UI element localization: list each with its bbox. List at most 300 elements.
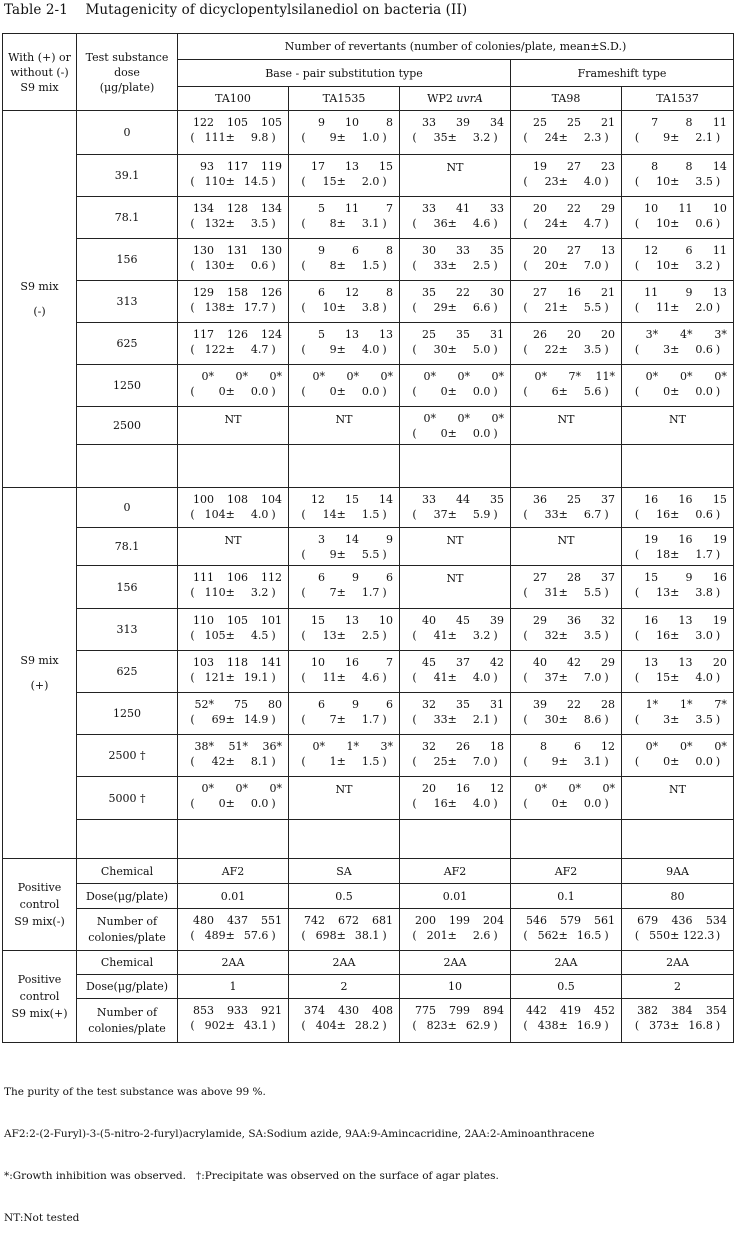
table-row bbox=[3, 407, 734, 445]
sd-value: 14.5 bbox=[243, 175, 269, 188]
plate-count: 16 bbox=[567, 286, 581, 299]
plate-count: 354 bbox=[705, 1004, 727, 1017]
plate-count: 15 bbox=[379, 160, 393, 173]
result-cell bbox=[289, 111, 400, 155]
result-cell bbox=[511, 407, 622, 445]
chemical-name: 2AA bbox=[289, 951, 400, 975]
mean-value: 110 bbox=[204, 175, 226, 188]
plate-count: 30 bbox=[490, 286, 504, 299]
result-cell bbox=[622, 197, 734, 239]
plate-count: 10 bbox=[379, 614, 393, 627]
plate-counts bbox=[178, 651, 288, 669]
sd-value: 3.5 bbox=[583, 343, 602, 356]
sd-value: 3.5 bbox=[695, 713, 713, 726]
result-cell bbox=[400, 777, 511, 820]
mean-sd: ( 30 ± 8.6 ) bbox=[523, 713, 609, 726]
plate-count: 1* bbox=[346, 740, 359, 753]
sd-value: 7.0 bbox=[583, 671, 602, 684]
mean-sd: ( 823 ± 62.9 ) bbox=[412, 1019, 498, 1032]
table-row bbox=[3, 693, 734, 735]
result-cell bbox=[400, 488, 511, 528]
sd-value: 2.1 bbox=[695, 131, 713, 144]
mean-value: 489 bbox=[204, 929, 226, 942]
mean-value: 9 bbox=[329, 131, 337, 144]
plate-count: 33 bbox=[490, 202, 504, 215]
plate-count: 681 bbox=[372, 914, 393, 927]
table-row bbox=[3, 820, 734, 859]
table-row bbox=[3, 651, 734, 693]
plate-count: 21 bbox=[601, 286, 615, 299]
mean-value: 13 bbox=[322, 629, 337, 642]
mean-value: 1 bbox=[329, 755, 337, 768]
mean-value: 0 bbox=[440, 427, 448, 440]
mean-sd: ( 22 ± 3.5 ) bbox=[523, 343, 609, 356]
plate-count: 7* bbox=[568, 370, 581, 383]
plate-count: 36 bbox=[567, 614, 581, 627]
mean-value: 0 bbox=[218, 385, 226, 398]
mean-value: 23 bbox=[544, 175, 559, 188]
result-cell bbox=[178, 445, 289, 488]
plate-count: 130 bbox=[261, 244, 282, 257]
plate-count: 16 bbox=[712, 571, 727, 584]
plate-counts bbox=[178, 197, 288, 215]
plate-count: 8 bbox=[540, 740, 547, 753]
plate-counts bbox=[511, 281, 621, 299]
positive-control-label-line: S9 mix(-) bbox=[14, 915, 65, 928]
mean-sd: ( 9 ± 1.0 ) bbox=[301, 131, 387, 144]
plate-count: 105 bbox=[227, 614, 248, 627]
plate-counts bbox=[622, 197, 733, 215]
result-cell bbox=[622, 239, 734, 281]
sd-value: 4.5 bbox=[250, 629, 269, 642]
plate-count: 20 bbox=[712, 656, 727, 669]
plate-count: 80 bbox=[268, 698, 282, 711]
plate-count: 35 bbox=[456, 328, 470, 341]
plate-count: 40 bbox=[422, 614, 436, 627]
sd-value: 43.1 bbox=[243, 1019, 269, 1032]
not-tested-label: NT bbox=[446, 572, 464, 585]
plate-counts bbox=[289, 365, 399, 383]
plate-counts bbox=[289, 651, 399, 669]
chemical-label: Chemical bbox=[77, 951, 178, 975]
plate-count: 105 bbox=[227, 116, 248, 129]
mean-value: 7 bbox=[329, 586, 337, 599]
result-cell bbox=[289, 999, 400, 1043]
plate-count: 933 bbox=[227, 1004, 248, 1017]
plate-count: 16 bbox=[644, 614, 659, 627]
mean-sd: ( 0 ± 0.0 ) bbox=[301, 385, 387, 398]
sd-value: 2.5 bbox=[361, 629, 380, 642]
plate-count: 27 bbox=[533, 286, 547, 299]
plate-count: 124 bbox=[261, 328, 282, 341]
footnotes bbox=[4, 1057, 594, 1239]
mean-sd: ( 24 ± 2.3 ) bbox=[523, 131, 609, 144]
plate-counts bbox=[400, 111, 510, 129]
number-label bbox=[77, 999, 178, 1043]
plate-count: 7* bbox=[714, 698, 727, 711]
sd-value: 3.8 bbox=[695, 586, 713, 599]
result-cell bbox=[178, 735, 289, 777]
plate-count: 26 bbox=[533, 328, 547, 341]
plate-count: 75 bbox=[234, 698, 248, 711]
plate-count: 9 bbox=[685, 571, 693, 584]
plate-count: 6 bbox=[318, 571, 325, 584]
positive-dose: 0.5 bbox=[289, 884, 400, 909]
result-cell bbox=[400, 693, 511, 735]
plate-count: 16 bbox=[678, 493, 693, 506]
result-cell bbox=[511, 820, 622, 859]
plate-count: 9 bbox=[318, 116, 325, 129]
plate-counts bbox=[622, 488, 733, 506]
plate-counts bbox=[178, 488, 288, 506]
table-row bbox=[3, 566, 734, 609]
plate-counts bbox=[289, 197, 399, 215]
mean-sd: ( 13 ± 2.5 ) bbox=[301, 629, 387, 642]
number-label-line: colonies/plate bbox=[88, 1021, 166, 1035]
result-cell bbox=[622, 609, 734, 651]
result-cell bbox=[289, 651, 400, 693]
mean-value: 30 bbox=[544, 713, 559, 726]
positive-number-row bbox=[3, 909, 734, 951]
plate-count: 436 bbox=[671, 914, 693, 927]
plate-count: 35 bbox=[422, 286, 436, 299]
result-cell bbox=[178, 528, 289, 566]
plate-count: 10 bbox=[311, 656, 325, 669]
plate-count: 546 bbox=[526, 914, 547, 927]
sd-value: 1.5 bbox=[361, 755, 380, 768]
plate-count: 742 bbox=[304, 914, 325, 927]
sd-value: 0.6 bbox=[250, 259, 269, 272]
result-cell bbox=[400, 407, 511, 445]
plate-counts bbox=[622, 239, 733, 257]
not-tested-label: NT bbox=[224, 413, 242, 426]
chemical-name: 2AA bbox=[622, 951, 734, 975]
sd-value: 5.0 bbox=[472, 343, 491, 356]
header-frameshift: Frameshift type bbox=[511, 60, 734, 87]
mean-value: 110 bbox=[204, 586, 226, 599]
dose-cell: 78.1 bbox=[77, 197, 178, 239]
plate-counts bbox=[400, 999, 510, 1017]
plate-count: 0* bbox=[680, 740, 693, 753]
sd-value: 2.0 bbox=[361, 175, 380, 188]
not-tested-label: NT bbox=[557, 534, 575, 547]
plate-count: 6 bbox=[352, 244, 359, 257]
dose-cell: 2500 bbox=[77, 407, 178, 445]
mean-sd: ( 902 ± 43.1 ) bbox=[190, 1019, 276, 1032]
mean-sd: ( 0 ± 0.0 ) bbox=[634, 385, 721, 398]
mean-sd: ( 69 ± 14.9 ) bbox=[190, 713, 276, 726]
mean-sd: ( 33 ± 2.5 ) bbox=[412, 259, 498, 272]
table-row bbox=[3, 239, 734, 281]
mean-sd: ( 130 ± 0.6 ) bbox=[190, 259, 276, 272]
plate-counts bbox=[178, 239, 288, 257]
plate-counts bbox=[622, 566, 733, 584]
plate-count: 11 bbox=[712, 244, 727, 257]
plate-counts bbox=[400, 609, 510, 627]
sd-value: 3.2 bbox=[472, 629, 491, 642]
result-cell bbox=[511, 909, 622, 951]
chemical-name: 2AA bbox=[178, 951, 289, 975]
plate-count: 36 bbox=[533, 493, 547, 506]
table-row bbox=[3, 735, 734, 777]
sd-value: 1.5 bbox=[361, 508, 380, 521]
mean-sd: ( 10 ± 3.2 ) bbox=[634, 259, 721, 272]
plate-count: 4* bbox=[680, 328, 693, 341]
number-label bbox=[77, 909, 178, 951]
plate-counts bbox=[289, 735, 399, 753]
plate-count: 33 bbox=[422, 116, 436, 129]
sd-value: 57.6 bbox=[243, 929, 269, 942]
mean-value: 16 bbox=[433, 797, 448, 810]
plate-count: 45 bbox=[422, 656, 436, 669]
strain-ta98: TA98 bbox=[511, 87, 622, 111]
plate-counts bbox=[289, 239, 399, 257]
condition-s9-minus bbox=[3, 111, 77, 488]
result-cell bbox=[178, 651, 289, 693]
sd-value: 4.6 bbox=[361, 671, 380, 684]
table-row bbox=[3, 445, 734, 488]
plate-count: 16 bbox=[678, 533, 693, 546]
mean-value: 15 bbox=[322, 175, 337, 188]
footnote-symbols: *:Growth inhibition was observed. †:Precipitate was observed on the surface of agar plates. bbox=[4, 1170, 499, 1182]
dose-cell: 0 bbox=[77, 488, 178, 528]
plate-count: 11 bbox=[644, 286, 659, 299]
plate-count: 551 bbox=[261, 914, 282, 927]
mean-sd: ( 29 ± 6.6 ) bbox=[412, 301, 498, 314]
sd-value: 0.0 bbox=[250, 797, 269, 810]
plate-count: 0* bbox=[312, 740, 325, 753]
sd-value: 4.0 bbox=[250, 508, 269, 521]
mean-value: 10 bbox=[656, 217, 671, 230]
plate-count: 32 bbox=[601, 614, 615, 627]
header-condition: With (+) or without (-) S9 mix bbox=[3, 34, 77, 111]
plate-count: 0* bbox=[235, 782, 248, 795]
strain-ta1537: TA1537 bbox=[622, 87, 734, 111]
sd-value: 6.7 bbox=[583, 508, 602, 521]
plate-count: 894 bbox=[483, 1004, 504, 1017]
sd-value: 5.5 bbox=[583, 301, 602, 314]
plate-count: 35 bbox=[490, 493, 504, 506]
sd-value: 2.0 bbox=[695, 301, 713, 314]
plate-counts bbox=[511, 735, 621, 753]
sd-value: 0.0 bbox=[583, 797, 602, 810]
mean-value: 11 bbox=[322, 671, 337, 684]
result-cell bbox=[400, 999, 511, 1043]
plate-count: 11* bbox=[595, 370, 615, 383]
result-cell bbox=[289, 445, 400, 488]
plate-count: 40 bbox=[533, 656, 547, 669]
result-cell bbox=[511, 609, 622, 651]
sd-value: 16.5 bbox=[576, 929, 602, 942]
sd-value: 62.9 bbox=[465, 1019, 491, 1032]
plate-counts bbox=[622, 609, 733, 627]
dose-cell: 5000 † bbox=[77, 777, 178, 820]
mean-sd: ( 16 ± 4.0 ) bbox=[412, 797, 498, 810]
mean-sd: ( 404 ± 28.2 ) bbox=[301, 1019, 387, 1032]
sd-value: 4.0 bbox=[695, 671, 713, 684]
plate-counts bbox=[289, 999, 399, 1017]
result-cell bbox=[622, 111, 734, 155]
sd-value: 3.5 bbox=[695, 175, 713, 188]
plate-count: 134 bbox=[193, 202, 214, 215]
plate-count: 37 bbox=[456, 656, 470, 669]
plate-counts bbox=[511, 155, 621, 173]
result-cell bbox=[178, 693, 289, 735]
plate-count: 118 bbox=[227, 656, 248, 669]
plate-count: 122 bbox=[193, 116, 214, 129]
plate-count: 44 bbox=[456, 493, 470, 506]
plate-count: 10 bbox=[644, 202, 659, 215]
positive-dose: 0.01 bbox=[400, 884, 511, 909]
result-cell bbox=[400, 281, 511, 323]
plate-count: 27 bbox=[533, 571, 547, 584]
dose-cell: 625 bbox=[77, 651, 178, 693]
plate-count: 7 bbox=[386, 656, 393, 669]
sd-value: 2.5 bbox=[472, 259, 491, 272]
condition-sign: (-) bbox=[33, 305, 46, 318]
plate-count: 0* bbox=[645, 740, 659, 753]
mean-sd: ( 8 ± 3.1 ) bbox=[301, 217, 387, 230]
positive-dose: 80 bbox=[622, 884, 734, 909]
plate-count: 0* bbox=[491, 370, 504, 383]
mean-sd: ( 0 ± 0.0 ) bbox=[412, 385, 498, 398]
plate-counts bbox=[511, 323, 621, 341]
mean-sd: ( 9 ± 4.0 ) bbox=[301, 343, 387, 356]
plate-count: 20 bbox=[422, 782, 436, 795]
mean-sd: ( 105 ± 4.5 ) bbox=[190, 629, 276, 642]
mean-value: 24 bbox=[544, 217, 559, 230]
positive-dose: 2 bbox=[622, 975, 734, 999]
plate-count: 42 bbox=[567, 656, 581, 669]
result-cell bbox=[178, 566, 289, 609]
positive-control-label-line: S9 mix(+) bbox=[11, 1007, 68, 1020]
plate-counts bbox=[622, 365, 733, 383]
result-cell bbox=[511, 111, 622, 155]
table-row bbox=[3, 281, 734, 323]
plate-count: 6 bbox=[386, 698, 393, 711]
plate-count: 134 bbox=[261, 202, 282, 215]
sd-value: 5.5 bbox=[361, 548, 380, 561]
mean-value: 22 bbox=[544, 343, 559, 356]
positive-dose: 10 bbox=[400, 975, 511, 999]
mean-value: 902 bbox=[204, 1019, 226, 1032]
result-cell bbox=[511, 488, 622, 528]
plate-count: 13 bbox=[379, 328, 393, 341]
result-cell bbox=[400, 197, 511, 239]
plate-count: 6 bbox=[386, 571, 393, 584]
mean-sd: ( 15 ± 4.0 ) bbox=[634, 671, 721, 684]
result-cell bbox=[400, 528, 511, 566]
plate-counts bbox=[289, 323, 399, 341]
plate-count: 13 bbox=[345, 328, 359, 341]
sd-value: 3.1 bbox=[361, 217, 380, 230]
plate-count: 5 bbox=[318, 328, 325, 341]
plate-count: 25 bbox=[533, 116, 547, 129]
plate-count: 12 bbox=[490, 782, 504, 795]
plate-counts bbox=[400, 777, 510, 795]
mean-sd: ( 698 ± 38.1 ) bbox=[301, 929, 387, 942]
positive-control-label-line: Positive bbox=[17, 881, 62, 894]
sd-value: 1.7 bbox=[695, 548, 713, 561]
not-tested-label: NT bbox=[669, 413, 687, 426]
plate-count: 32 bbox=[422, 698, 436, 711]
plate-count: 39 bbox=[456, 116, 470, 129]
plate-counts bbox=[289, 111, 399, 129]
result-cell bbox=[511, 651, 622, 693]
not-tested-label: NT bbox=[557, 413, 575, 426]
plate-count: 29 bbox=[601, 202, 615, 215]
plate-counts bbox=[400, 735, 510, 753]
mean-sd: ( 16 ± 0.6 ) bbox=[634, 508, 721, 521]
plate-count: 21 bbox=[601, 116, 615, 129]
plate-count: 8 bbox=[386, 244, 393, 257]
plate-count: 11 bbox=[712, 116, 727, 129]
sd-value: 5.5 bbox=[583, 586, 602, 599]
chemical-name: AF2 bbox=[400, 859, 511, 884]
result-cell bbox=[511, 281, 622, 323]
condition-label: S9 mix bbox=[20, 654, 59, 667]
sd-value: 8.1 bbox=[250, 755, 269, 768]
result-cell bbox=[400, 566, 511, 609]
result-cell bbox=[511, 197, 622, 239]
dose-cell bbox=[77, 445, 178, 488]
mean-sd: ( 111 ± 9.8 ) bbox=[190, 131, 276, 144]
strain-wp2-uvra bbox=[400, 87, 511, 111]
plate-counts bbox=[289, 909, 399, 927]
result-cell bbox=[178, 820, 289, 859]
plate-counts bbox=[511, 566, 621, 584]
plate-counts bbox=[178, 566, 288, 584]
mean-sd: ( 14 ± 1.5 ) bbox=[301, 508, 387, 521]
plate-count: 37 bbox=[601, 571, 615, 584]
mean-sd: ( 18 ± 1.7 ) bbox=[634, 548, 721, 561]
mean-value: 11 bbox=[656, 301, 671, 314]
plate-count: 12 bbox=[311, 493, 325, 506]
mean-value: 9 bbox=[551, 755, 559, 768]
plate-counts bbox=[400, 909, 510, 927]
dose-cell: 2500 † bbox=[77, 735, 178, 777]
result-cell bbox=[178, 365, 289, 407]
plate-count: 8 bbox=[386, 286, 393, 299]
mean-sd: ( 21 ± 5.5 ) bbox=[523, 301, 609, 314]
plate-count: 0* bbox=[534, 782, 547, 795]
mean-value: 121 bbox=[204, 671, 226, 684]
plate-counts bbox=[178, 609, 288, 627]
plate-counts bbox=[400, 239, 510, 257]
plate-counts bbox=[511, 239, 621, 257]
result-cell bbox=[289, 239, 400, 281]
dose-cell bbox=[77, 820, 178, 859]
result-cell bbox=[622, 693, 734, 735]
result-cell bbox=[178, 281, 289, 323]
plate-counts bbox=[400, 693, 510, 711]
not-tested-label: NT bbox=[224, 534, 242, 547]
plate-count: 15 bbox=[644, 571, 659, 584]
plate-count: 679 bbox=[637, 914, 659, 927]
mean-sd: ( 16 ± 3.0 ) bbox=[634, 629, 721, 642]
positive-control-label-line: Positive bbox=[17, 973, 62, 986]
mean-value: 3 bbox=[663, 343, 671, 356]
plate-count: 13 bbox=[678, 614, 693, 627]
dose-cell: 1250 bbox=[77, 365, 178, 407]
plate-count: 105 bbox=[261, 116, 282, 129]
sd-value: 7.0 bbox=[583, 259, 602, 272]
plate-count: 0* bbox=[312, 370, 325, 383]
result-cell bbox=[511, 445, 622, 488]
plate-count: 108 bbox=[227, 493, 248, 506]
sd-value: 1.7 bbox=[361, 713, 380, 726]
result-cell bbox=[289, 777, 400, 820]
